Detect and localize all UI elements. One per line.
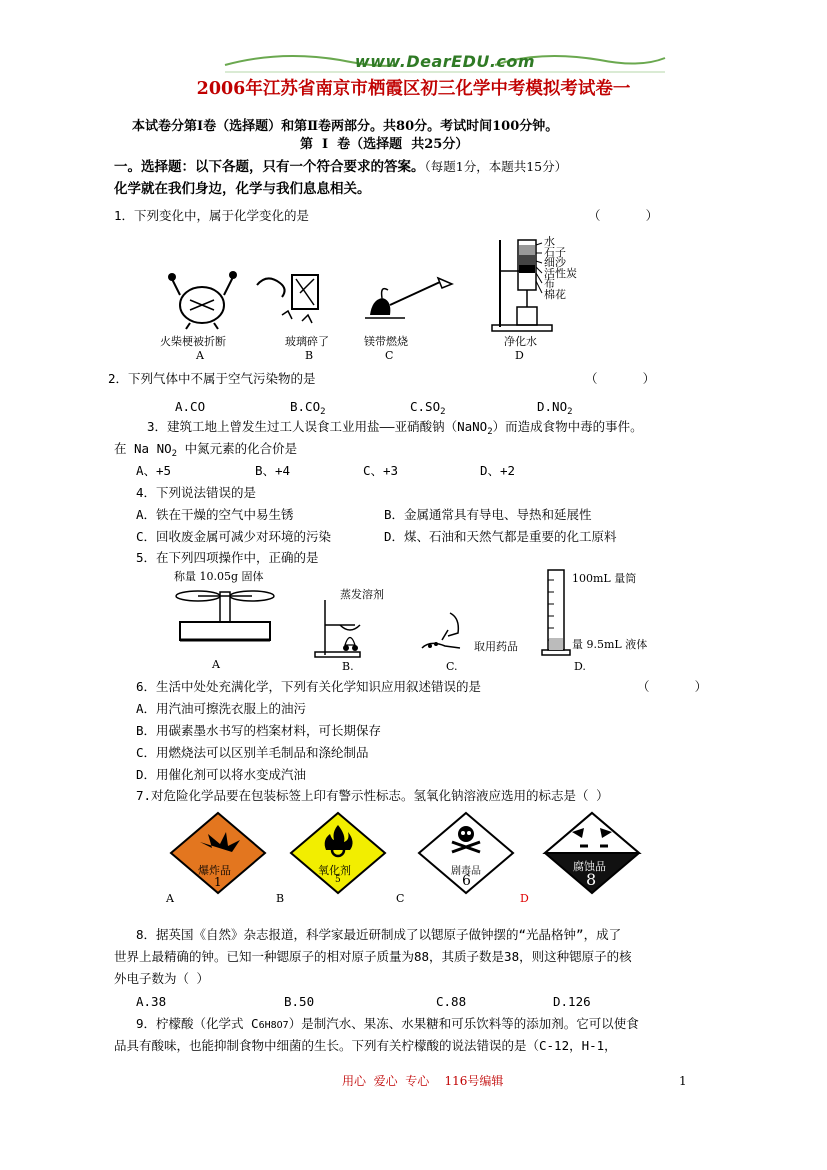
sign-d-text: 腐蚀品 <box>573 860 606 873</box>
q4-stem: 4．下列说法错误的是 <box>136 485 257 500</box>
sign-b-number: 5 <box>335 875 341 885</box>
q3-line2-text: 在 Na NO <box>114 441 172 456</box>
q8-line3: 外电子数为（ ） <box>114 971 210 986</box>
site-header <box>220 50 670 80</box>
q4-option-a: A．铁在干燥的空气中易生锈 <box>136 507 294 522</box>
q5-letter-d: D. <box>574 660 586 673</box>
balance-illustration <box>170 582 280 652</box>
section1-heading <box>114 158 567 176</box>
q2-option-b-text: B.CO <box>290 399 321 414</box>
q5-stem: 5．在下列四项操作中，正确的是 <box>136 550 319 565</box>
q3-line1-sub: 2 <box>487 427 493 437</box>
sign-c-number: 6 <box>462 873 471 889</box>
footer-slogan: 用心 爱心 专心 116号编辑 <box>342 1074 504 1088</box>
q3-line1-text: 3．建筑工地上曾发生过工人误食工业用盐——亚硝酸钠（NaNO <box>147 419 488 434</box>
q7-stem: 7.对危险化学品要在包装标签上印有警示性标志。氢氧化钠溶液应选用的标志是（ ） <box>136 788 609 803</box>
q2-option-b <box>290 398 326 416</box>
part1-heading: 第 Ⅰ 卷（选择题 共25分） <box>300 137 469 152</box>
q8-line2: 世界上最精确的钟。已知一种锶原子的相对原子质量为88，其质子数是38，则这种锶原子的核 <box>114 949 632 964</box>
q6-stem: 6．生活中处处充满化学，下列有关化学知识应用叙述错误的是 <box>136 679 482 694</box>
q2-option-c-text: C.SO <box>410 399 441 414</box>
q9-line1-end: ）是制汽水、果冻、水果糖和可乐饮料等的添加剂。它可以使食 <box>288 1016 639 1031</box>
q2-option-d <box>537 398 573 416</box>
site-url[interactable]: www.DearEDU.com <box>354 52 536 71</box>
filter-layer: 布 <box>544 277 555 290</box>
q4-option-d: D．煤、石油和天然气都是重要的化工原料 <box>384 529 617 544</box>
exam-intro: 本试卷分第Ⅰ卷（选择题）和第Ⅱ卷两部分。共80分。考试时间100分钟。 <box>132 119 559 134</box>
q1-caption-d: 净化水 <box>504 335 537 348</box>
q3-line1-end: ）而造成食物中毒的事件。 <box>492 419 643 434</box>
q5-label-d-top: 100mL 量筒 <box>572 572 637 585</box>
q6-option-d: D．用催化剂可以将水变成汽油 <box>136 767 307 782</box>
q5-figures <box>170 568 670 678</box>
q3-line2 <box>114 440 297 458</box>
filter-layer: 石子 <box>544 245 566 259</box>
q8-option-b: B.50 <box>284 994 315 1009</box>
q5-label-c: 取用药品 <box>474 640 518 653</box>
sign-a-number: 1 <box>214 875 222 889</box>
sign-c-text: 剧毒品 <box>451 866 481 877</box>
sign-a-text: 爆炸品 <box>198 864 231 877</box>
q1-bracket: （ ） <box>588 208 659 223</box>
q4-option-b: B．金属通常具有导电、导热和延展性 <box>384 507 592 522</box>
q5-letter-b: B. <box>342 660 354 673</box>
q9-line1-text: 9．柠檬酸（化学式 C <box>136 1016 259 1031</box>
q8-line1: 8．据英国《自然》杂志报道，科学家最近研制成了以锶原子做钟摆的“光晶格钟”，成了 <box>136 927 622 942</box>
evaporation-illustration <box>310 590 380 660</box>
filter-layer: 棉花 <box>544 287 566 301</box>
q1-stem: 1．下列变化中，属于化学变化的是 <box>114 208 310 223</box>
taking-reagent-illustration <box>420 608 480 653</box>
magnesium-burning-illustration <box>360 270 460 330</box>
q7-hazard-signs <box>168 810 638 910</box>
page-number: 1 <box>679 1074 687 1088</box>
q3-line1 <box>147 418 643 436</box>
broken-match-illustration <box>160 265 245 330</box>
q1-letter-d: D <box>515 349 524 362</box>
q2-bracket: （ ） <box>585 371 656 386</box>
q6-option-a: A．用汽油可擦洗衣服上的油污 <box>136 701 307 716</box>
q8-option-c: C.88 <box>436 994 467 1009</box>
q5-letter-a: A <box>212 658 220 671</box>
q2-option-b-sub: 2 <box>320 407 326 417</box>
q7-letter-a: A <box>166 892 174 905</box>
q2-option-d-text: D.NO <box>537 399 568 414</box>
q8-option-d: D.126 <box>553 994 591 1009</box>
q6-option-c: C．用燃烧法可以区别羊毛制品和涤纶制品 <box>136 745 369 760</box>
section-theme: 化学就在我们身边，化学与我们息息相关。 <box>114 181 371 197</box>
q9-line2: 品具有酸味，也能抑制食物中细菌的生长。下列有关柠檬酸的说法错误的是（C-12，H-1， <box>114 1038 617 1053</box>
q3-line2-sub: 2 <box>171 449 178 459</box>
q7-letter-d: D <box>520 892 529 905</box>
q8-option-a: A.38 <box>136 994 167 1009</box>
q6-bracket: （ ） <box>637 679 708 694</box>
broken-glass-illustration <box>252 265 332 330</box>
q2-option-a: A.CO <box>175 399 206 414</box>
filter-layer: 水 <box>544 235 555 248</box>
q6-option-b: B．用碳素墨水书写的档案材料，可长期保存 <box>136 723 382 738</box>
q9-line1 <box>136 1015 639 1035</box>
q5-label-b: 蒸发溶剂 <box>340 588 384 601</box>
q1-letter-c: C <box>385 349 394 362</box>
section1-note: （每题1分，本题共15分） <box>424 159 568 174</box>
q5-letter-c: C. <box>446 660 458 673</box>
q7-letter-b: B <box>276 892 285 905</box>
section1-title: 一。选择题：以下各题，只有一个符合要求的答案。 <box>114 159 425 175</box>
q1-caption-b: 玻璃碎了 <box>285 335 329 348</box>
q1-caption-a: 火柴梗被折断 <box>160 335 226 348</box>
q3-option-c: C、+3 <box>363 463 399 478</box>
q9-formula: 6H8O7 <box>258 1020 289 1031</box>
q5-label-d-bottom: 量 9.5mL 液体 <box>572 638 648 651</box>
q3-option-a: A、+5 <box>136 463 172 478</box>
sign-d-number: 8 <box>586 870 597 889</box>
q1-figures <box>160 235 600 370</box>
q1-caption-c: 镁带燃烧 <box>364 335 408 348</box>
q2-option-c <box>410 398 446 416</box>
q3-option-d: D、+2 <box>480 463 516 478</box>
filter-layer-labels <box>544 237 577 300</box>
q3-line2-end: 中氮元素的化合价是 <box>177 441 298 456</box>
page-title: 2006年江苏省南京市栖霞区初三化学中考模拟考试卷一 <box>196 79 631 99</box>
q4-option-c: C．回收废金属可减少对环境的污染 <box>136 529 332 544</box>
q5-label-a: 称量 10.05g 固体 <box>174 570 264 583</box>
q2-option-c-sub: 2 <box>440 407 446 417</box>
filter-layer: 细沙 <box>544 256 566 269</box>
q2-option-d-sub: 2 <box>567 407 573 417</box>
q7-letter-c: C <box>396 892 405 905</box>
q2-stem: 2．下列气体中不属于空气污染物的是 <box>108 371 316 386</box>
sign-b-text: 氧化剂 <box>318 864 351 877</box>
filter-layer: 活性炭 <box>544 266 577 280</box>
q1-letter-b: B <box>305 349 314 362</box>
q1-letter-a: A <box>196 349 204 362</box>
q3-option-b: B、+4 <box>255 463 291 478</box>
